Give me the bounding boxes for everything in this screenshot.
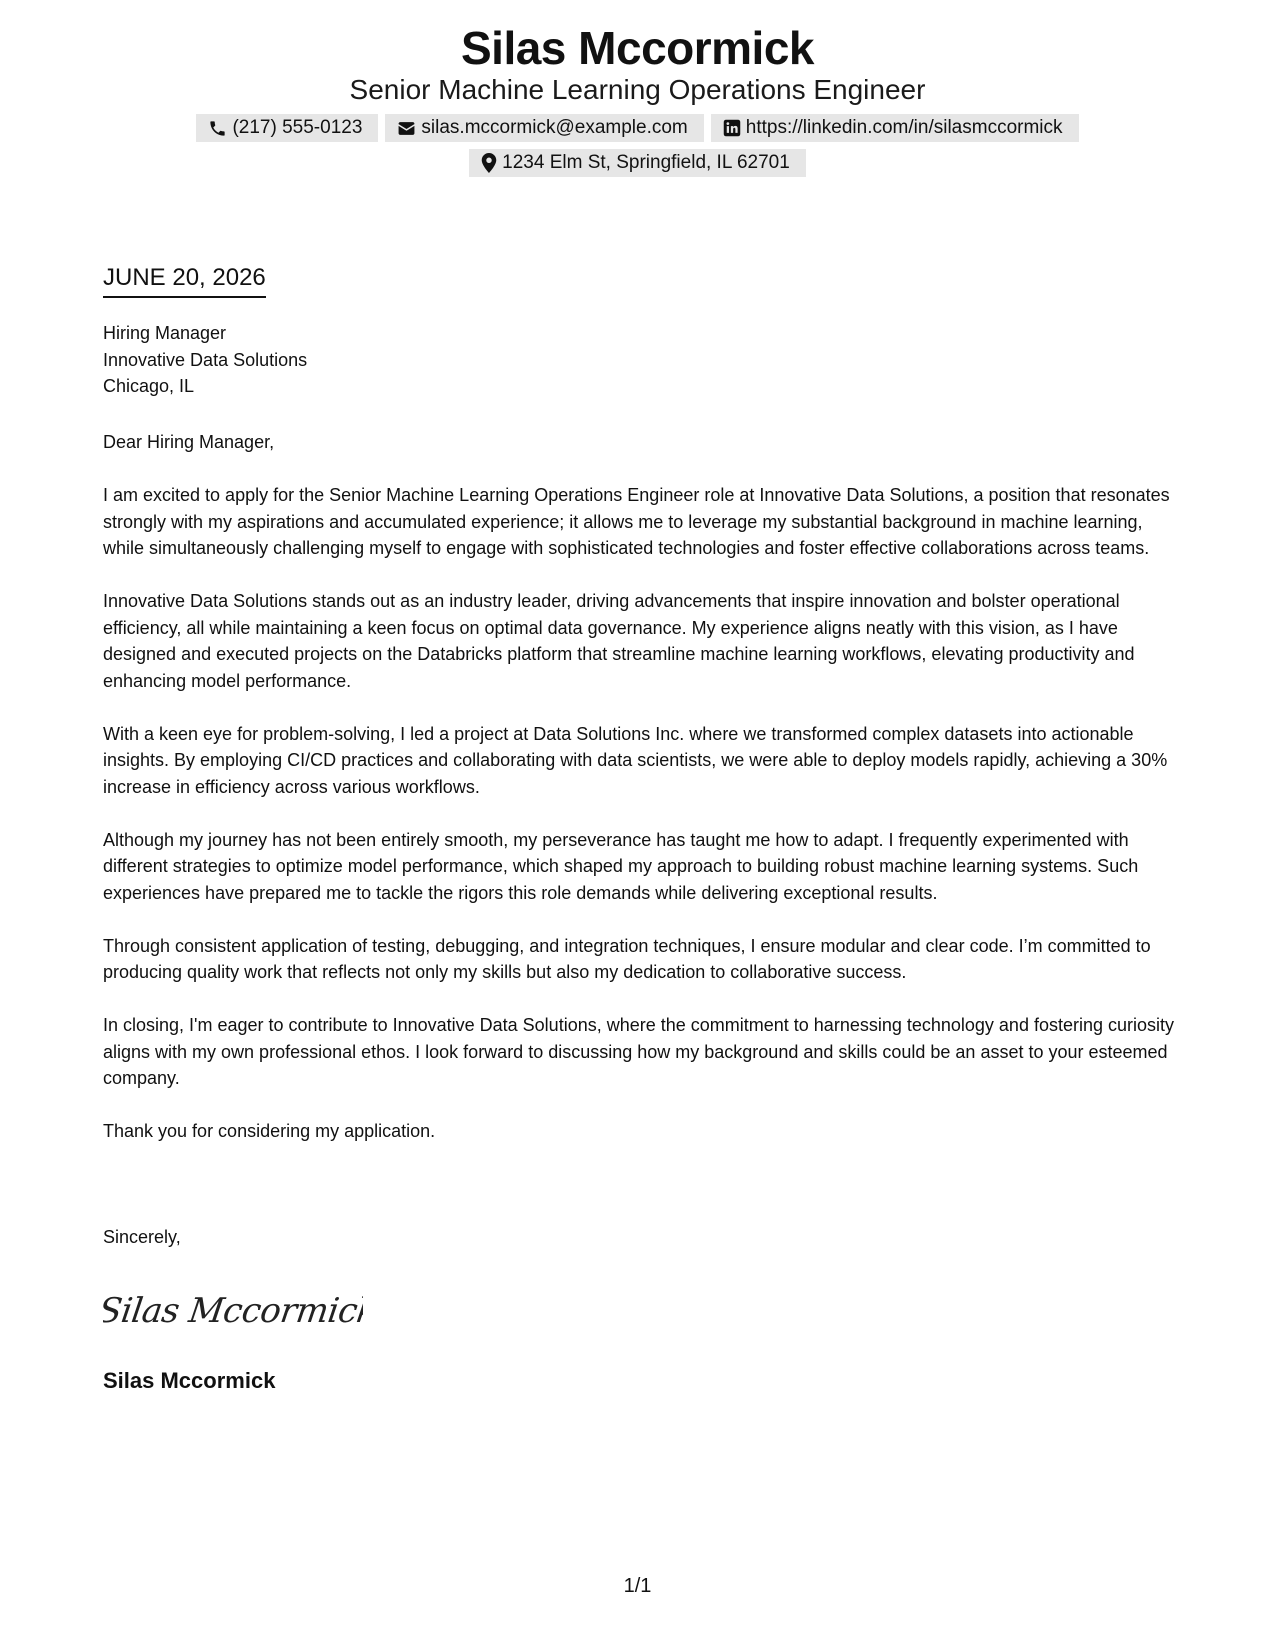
body-paragraph: Although my journey has not been entirely smooth, my perseverance has taught me how to adapt. I frequently experimented with different strategies to optimize model performance, which shaped my approach to building robust machine learning systems. Such experiences have prepared me to tackle the rigors this role demands while delivering exceptional results. [103, 829, 1139, 903]
phone-number: (217) 555-0123 [232, 117, 363, 138]
linkedin-icon [723, 119, 741, 137]
letter-body [103, 429, 1183, 1171]
body-paragraph: In closing, I'm eager to contribute to Innovative Data Solutions, where the commitment to harnessing technology and fostering curiosity aligns with my own professional ethos. I look forward to discussing how my background and skills could be an asset to your esteemed company. [103, 1015, 1175, 1088]
body-paragraph: Innovative Data Solutions stands out as an industry leader, driving advancements that inspire innovation and bolster operational efficiency, all while maintaining a keen focus on optimal data governance. My experience aligns neatly with this vision, as I have designed and executed projects on the Databricks platform that streamline machine learning workflows, elevating productivity and enhancing model performance. [103, 591, 1135, 691]
recipient-line: Chicago, IL [103, 376, 195, 396]
body-paragraph: Through consistent application of testing, debugging, and integration techniques, I ensure modular and clear code. I’m committed to producing quality work that reflects not only my skills but also my dedication to collaborative success. [103, 935, 1151, 982]
recipient-block [103, 320, 307, 400]
body-paragraph: With a keen eye for problem-solving, I led a project at Data Solutions Inc. where we transformed complex datasets into actionable insights. By employing CI/CD practices and collaborating with data scientists, we were able to deploy models rapidly, achieving a 30% increase in efficiency across various workflows. [103, 723, 1168, 797]
page-indicator: 1/1 [623, 1575, 652, 1597]
recipient-line: Innovative Data Solutions [103, 349, 308, 370]
email-chip[interactable] [385, 114, 703, 142]
applicant-name: Silas Mccormick [460, 22, 815, 74]
recipient-line: Hiring Manager [103, 323, 227, 343]
email-address[interactable]: silas.mccormick@example.com [421, 117, 688, 138]
phone-icon [208, 119, 227, 138]
contact-row [0, 114, 1275, 142]
phone-chip [196, 114, 378, 142]
handwritten-signature [103, 1280, 363, 1345]
closing-line: Sincerely, [103, 1227, 181, 1247]
linkedin-url[interactable]: https://linkedin.com/in/silasmccormick [745, 117, 1063, 138]
linkedin-chip[interactable] [711, 114, 1079, 142]
svg-text:Silas Mccormick: Silas Mccormick [103, 1291, 363, 1331]
applicant-title: Senior Machine Learning Operations Engineer [349, 74, 926, 105]
thank-you-line: Thank you for considering my application. [103, 1121, 436, 1141]
letter-date: JUNE 20, 2026 [103, 262, 266, 298]
address-chip [469, 149, 806, 177]
body-paragraph: I am excited to apply for the Senior Machine Learning Operations Engineer role at Innovative Data Solutions, a position that resonates strongly with my aspirations and accumulated experience; it allows me to leverage my substantial background in machine learning, while simultaneously challenging myself to engage with sophisticated technologies and foster effective collaborations across teams. [103, 485, 1170, 558]
salutation: Dear Hiring Manager, [103, 432, 275, 452]
contact-row-address [0, 149, 1275, 177]
address-text: 1234 Elm St, Springfield, IL 62701 [502, 152, 790, 173]
map-pin-icon [481, 153, 497, 173]
envelope-icon [397, 119, 416, 138]
signature-name: Silas Mccormick [103, 1368, 276, 1393]
